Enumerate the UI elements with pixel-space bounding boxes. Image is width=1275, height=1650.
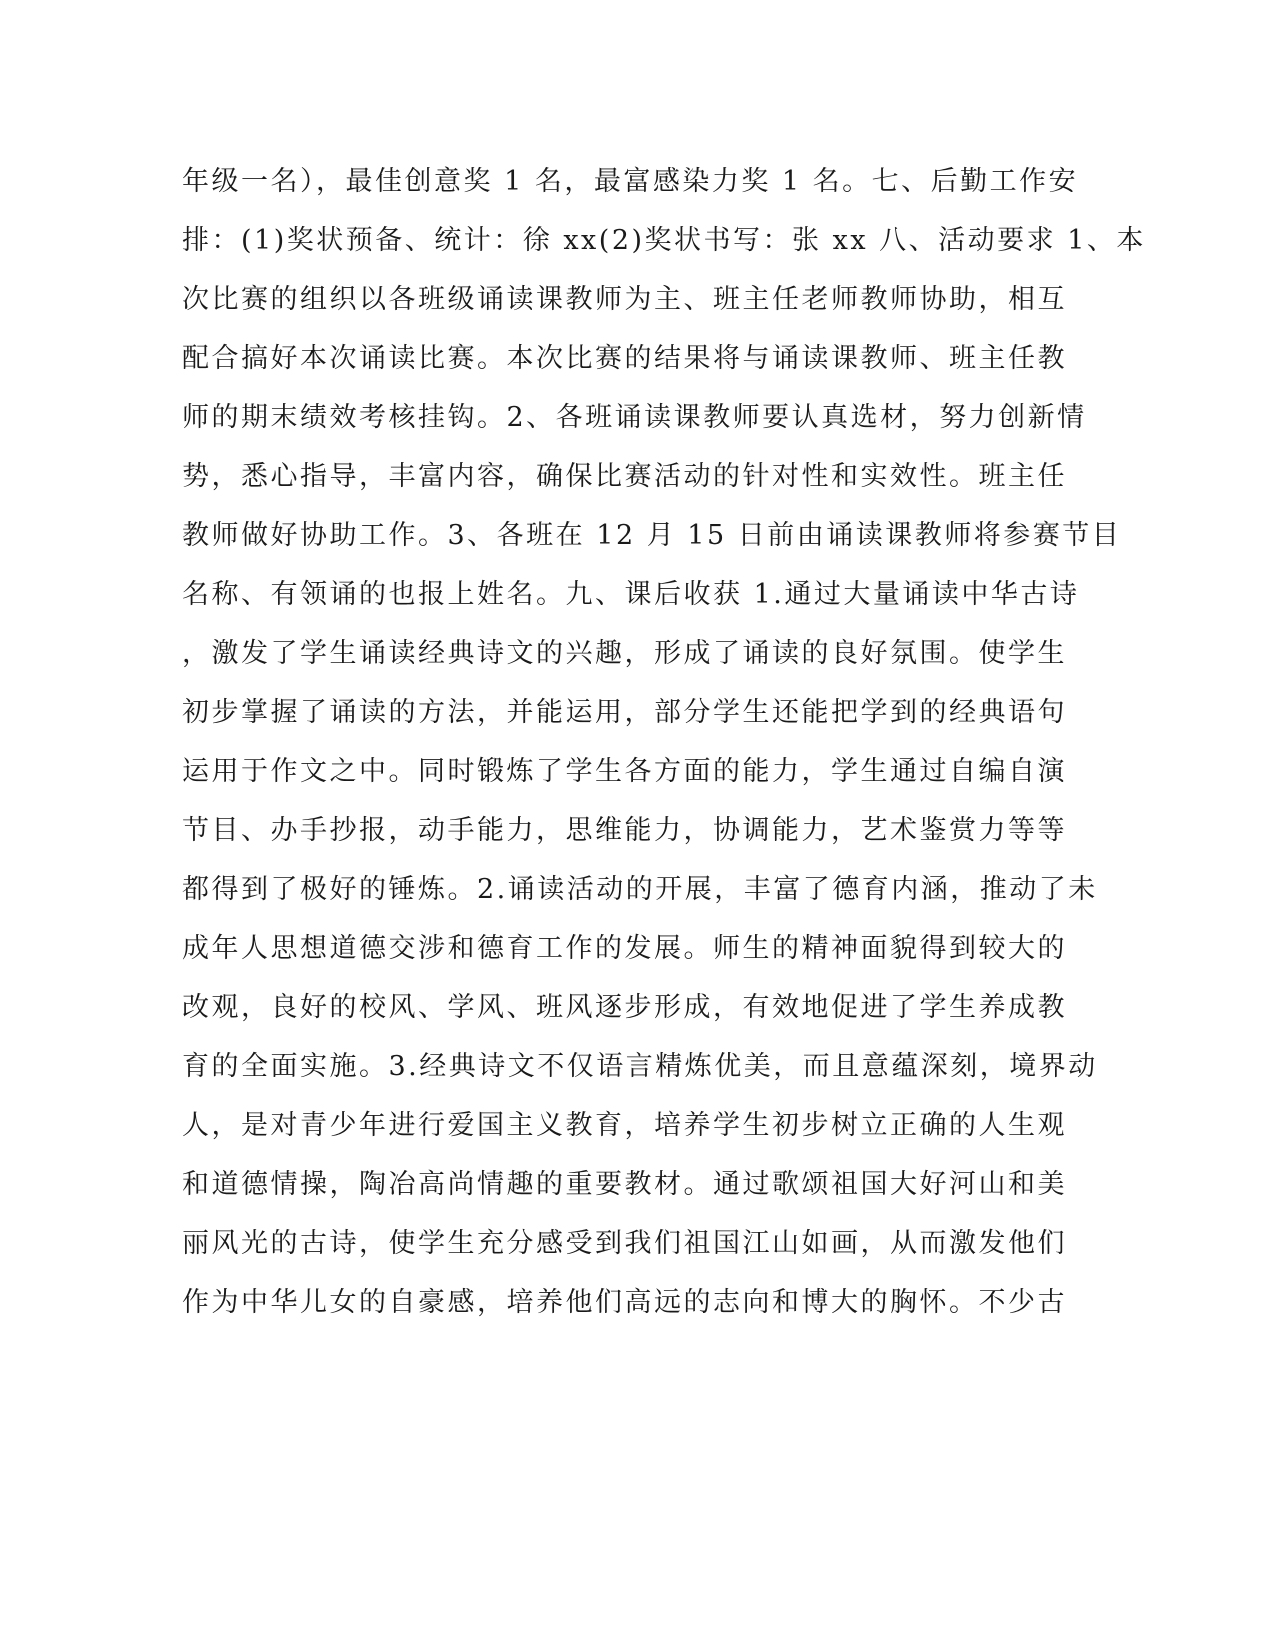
- text-line: 丽风光的古诗，使学生充分感受到我们祖国江山如画，从而激发他们: [182, 1228, 1067, 1259]
- text-line: 排：(1)奖状预备、统计：徐 xx(2)奖状书写：张 xx 八、活动要求 1、本: [182, 225, 1146, 256]
- text-line: 次比赛的组织以各班级诵读课教师为主、班主任老师教师协助，相互: [182, 284, 1067, 315]
- body-text: [182, 160, 1146, 1340]
- text-line: 节目、办手抄报，动手能力，思维能力，协调能力，艺术鉴赏力等等: [182, 815, 1067, 846]
- text-line: 配合搞好本次诵读比赛。本次比赛的结果将与诵读课教师、班主任教: [182, 343, 1067, 374]
- text-line: 成年人思想道德交涉和德育工作的发展。师生的精神面貌得到较大的: [182, 933, 1067, 964]
- text-line: 改观，良好的校风、学风、班风逐步形成，有效地促进了学生养成教: [182, 992, 1067, 1023]
- text-line: ，激发了学生诵读经典诗文的兴趣，形成了诵读的良好氛围。使学生: [182, 638, 1067, 669]
- text-line: 初步掌握了诵读的方法，并能运用，部分学生还能把学到的经典语句: [182, 697, 1067, 728]
- text-line: 人，是对青少年进行爱国主义教育，培养学生初步树立正确的人生观: [182, 1110, 1067, 1141]
- text-line: 势，悉心指导，丰富内容，确保比赛活动的针对性和实效性。班主任: [182, 461, 1067, 492]
- text-line: 和道德情操，陶冶高尚情趣的重要教材。通过歌颂祖国大好河山和美: [182, 1169, 1067, 1200]
- text-line: 名称、有领诵的也报上姓名。九、课后收获 1.通过大量诵读中华古诗: [182, 579, 1080, 610]
- text-line: 都得到了极好的锤炼。2.诵读活动的开展，丰富了德育内涵，推动了未: [182, 874, 1098, 905]
- text-line: 育的全面实施。3.经典诗文不仅语言精炼优美，而且意蕴深刻，境界动: [182, 1051, 1098, 1082]
- text-line: 年级一名），最佳创意奖 1 名，最富感染力奖 1 名。七、后勤工作安: [182, 166, 1079, 197]
- text-line: 教师做好协助工作。3、各班在 12 月 15 日前由诵读课教师将参赛节目: [182, 520, 1122, 551]
- text-line: 师的期末绩效考核挂钩。2、各班诵读课教师要认真选材，努力创新情: [182, 402, 1087, 433]
- text-line: 运用于作文之中。同时锻炼了学生各方面的能力，学生通过自编自演: [182, 756, 1067, 787]
- text-line: 作为中华儿女的自豪感，培养他们高远的志向和博大的胸怀。不少古: [182, 1287, 1067, 1318]
